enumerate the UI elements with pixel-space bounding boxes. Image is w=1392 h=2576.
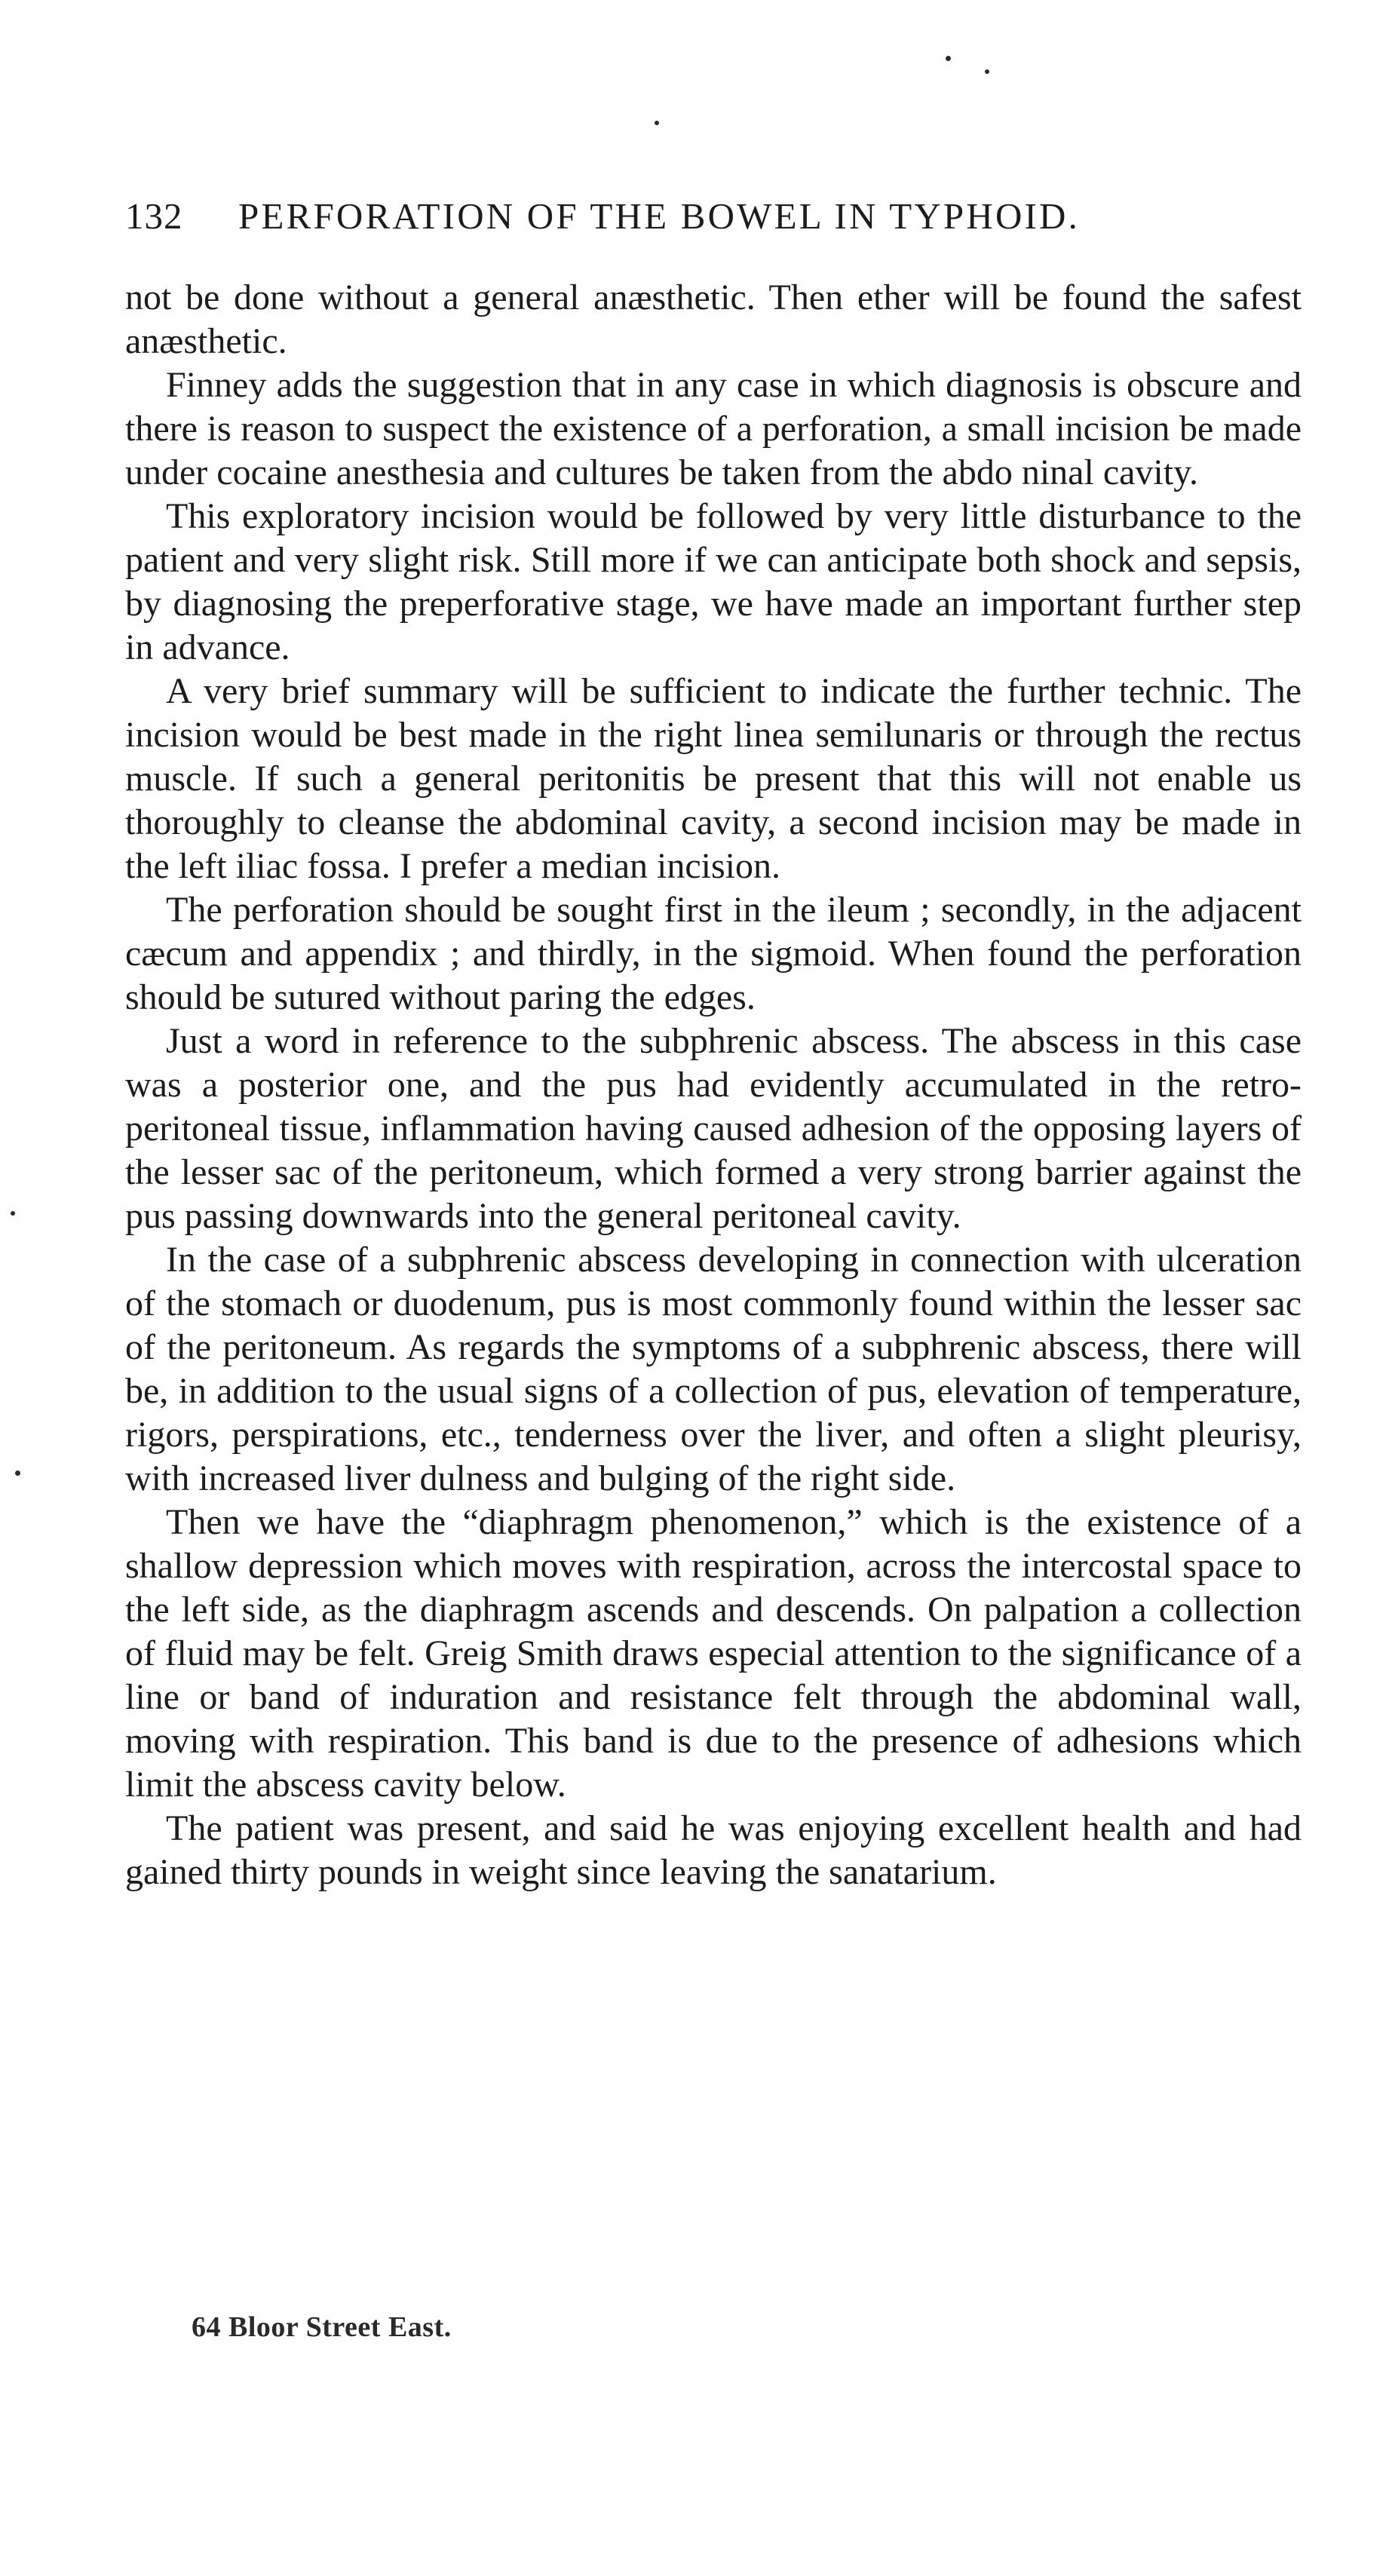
print-speck [15,1470,20,1476]
paragraph: In the case of a subphrenic abscess developing in connection with ulceration of the stomach or duodenum, pus is most commonly found within the lesser sac of the peritoneum. As regards the symptoms of a subphrenic abscess, there will be, in addition to the usual signs of a collection of pus, elevation of temperature, rigors, perspirations, etc., tenderness over the liver, and often a slight pleurisy, with increased liver dulness and bulging of the right side. [125,1240,1302,1498]
body-text [125,276,1302,1894]
paragraph: not be done without a general anæsthetic. Then ether will be found the safest anæsthetic. [125,278,1302,361]
paragraph: Just a word in reference to the subphrenic abscess. The abscess in this case was a posterior one, and the pus had evidently accumulated in the retro-peritoneal tissue, inflammation having caused adhesion of the opposing layers of the lesser sac of the peritoneum, which formed a very strong barrier against the pus passing downwards into the general peritoneal cavity. [125,1021,1302,1236]
running-title: PERFORATION OF THE BOWEL IN TYPHOID. [238,195,1081,237]
signoff-address: 64 Bloor Street East. [192,2311,452,2343]
page-header [125,186,1302,246]
paragraph: Then we have the “diaphragm phenomenon,” which is the existence of a shallow depression which moves with respiration, across the intercostal space to the left side, as the diaphragm ascends and descends. On palpation a collection of fluid may be felt. Greig Smith draws especial attention to the significance of a line or band of induration and resistance felt through the abdominal wall, moving with respiration. This band is due to the presence of adhesions which limit the abscess cavity below. [125,1502,1302,1805]
print-speck [946,56,951,61]
paragraph: The perforation should be sought first in the ileum ; secondly, in the adjacent cæcum and appendix ; and thirdly, in the sigmoid. When found the perforation should be sutured without paring the edges. [125,890,1302,1017]
print-speck [985,69,989,74]
paragraph: The patient was present, and said he was enjoying excellent health and had gained thirty pounds in weight since leaving the sanatarium. [125,1808,1302,1892]
paragraph: A very brief summary will be sufficient to indicate the further technic. The incision would be best made in the right linea semilunaris or through the rectus muscle. If such a general peritonitis be present that this will not enable us thoroughly to cleanse the abdominal cavity, a second incision may be made in the left iliac fossa. I prefer a median incision. [125,671,1302,886]
paragraph: Finney adds the suggestion that in any case in which diagnosis is obscure and there is reason to suspect the existence of a perforation, a small incision be made under cocaine anesthesia and cultures be taken from the abdo ninal cavity. [125,365,1302,492]
print-speck [11,1211,15,1216]
page-number: 132 [125,195,183,237]
print-speck [655,121,659,125]
paragraph: This exploratory incision would be followed by very little disturbance to the patient and very slight risk. Still more if we can anticipate both shock and sepsis, by diagnosing the preperforative stage, we have made an important further step in advance. [125,496,1302,667]
